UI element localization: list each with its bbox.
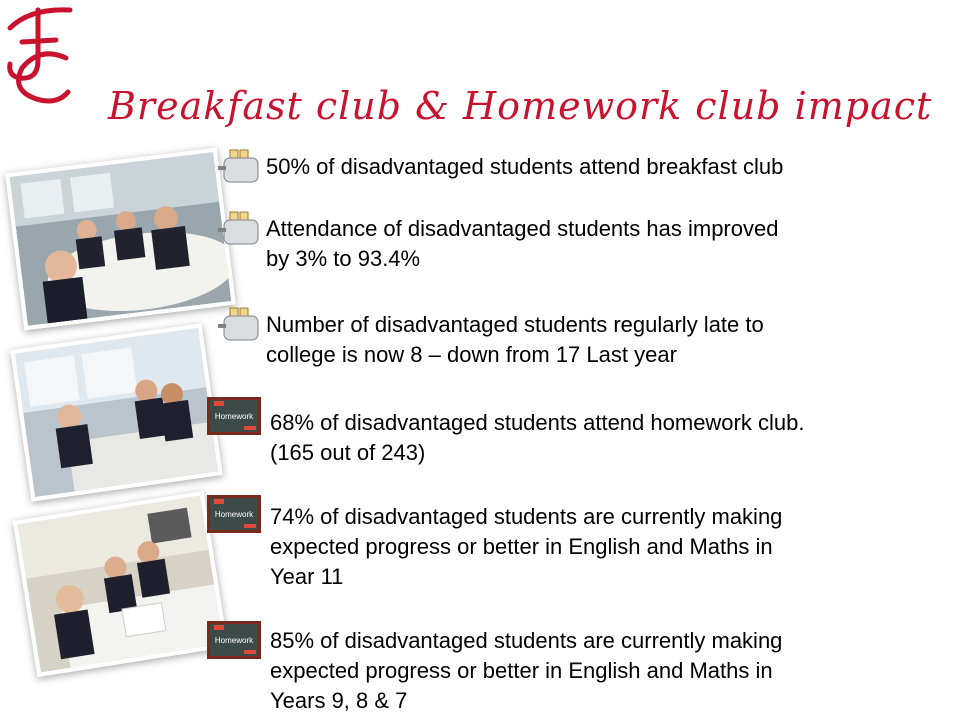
toaster-icon	[216, 306, 260, 342]
bullet-text-line-3: Year 11	[270, 564, 344, 589]
bullet-breakfast-attendance	[216, 148, 946, 184]
homework-label: Homework	[214, 412, 254, 421]
bullet-text-line-1: 74% of disadvantaged students are currently making	[270, 504, 783, 529]
homework-chalkboard-icon	[206, 494, 262, 534]
bullet-text-line-1: Attendance of disadvantaged students has improved	[266, 216, 779, 241]
bullet-progress-year-11	[206, 494, 946, 594]
breakfast-club-photo	[5, 148, 236, 331]
bullet-homework-attendance	[206, 396, 946, 466]
homework-chalkboard-icon	[206, 620, 262, 660]
bullet-text-line-1: 85% of disadvantaged students are currently making	[270, 628, 783, 653]
bullet-text: 50% of disadvantaged students attend breakfast club	[266, 154, 784, 179]
bullet-lateness	[216, 306, 946, 376]
bullet-text-line-1: Number of disadvantaged students regularly late to	[266, 312, 764, 337]
college-logo	[0, 0, 80, 108]
bullet-attendance-improved	[216, 210, 946, 280]
bullet-progress-years-9-8-7	[206, 620, 946, 720]
bullet-text-line-1: 68% of disadvantaged students attend homework club.	[270, 410, 805, 435]
slide-title: Breakfast club & Homework club impact	[108, 84, 933, 128]
bullet-text-line-2: (165 out of 243)	[270, 440, 426, 465]
homework-club-photo-2	[13, 491, 228, 677]
bullet-text-line-2: expected progress or better in English and Maths in	[270, 534, 773, 559]
homework-label: Homework	[214, 510, 254, 519]
bullet-text-line-3: Years 9, 8 & 7	[270, 688, 408, 713]
bullet-text-line-2: college is now 8 – down from 17 Last year	[266, 342, 677, 367]
toaster-icon	[216, 210, 260, 246]
bullet-text-line-2: by 3% to 93.4%	[266, 246, 421, 271]
bullet-text-line-2: expected progress or better in English and Maths in	[270, 658, 773, 683]
homework-chalkboard-icon	[206, 396, 262, 436]
toaster-icon	[216, 148, 260, 184]
homework-club-photo-1	[10, 323, 222, 501]
homework-label: Homework	[214, 636, 254, 645]
